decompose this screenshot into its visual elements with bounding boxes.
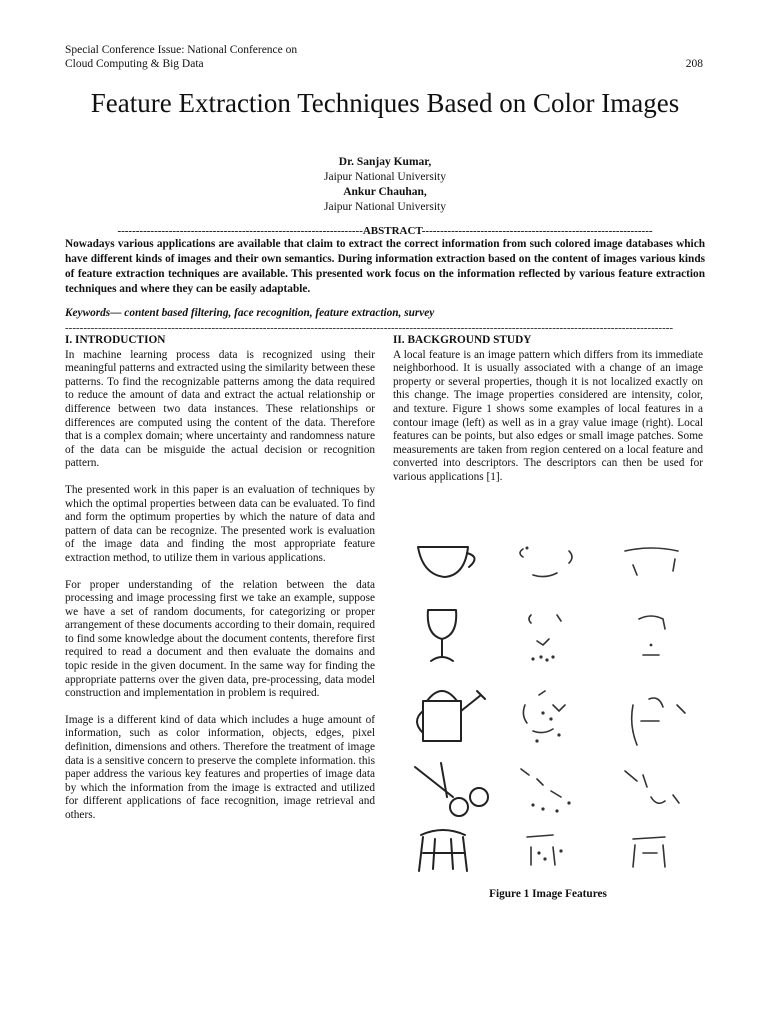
journal-name-line1: Special Conference Issue: National Conference on: [65, 44, 298, 56]
page-number: 208: [685, 58, 703, 70]
cup-feature-points: [520, 547, 572, 577]
figure-caption: Figure 1 Image Features: [489, 888, 607, 900]
intro-paragraph: In machine learning process data is recognized using their meaningful patterns and extracted using the similarity between these patterns. To find the recognizable patterns among the data required to reduce the amount of data and extract the actual relationship or difference between two data instances. These relationships or differences are computed using the content of the data. Therefore that is a complex domain; where uncertainty and randomness nature of the data can be misguide the actual decision or recognition pattern.: [65, 348, 375, 470]
intro-paragraph: For proper understanding of the relation between the data processing and image processing first we take an example, suppose we have a set of random documents, for categorizing or proper arrangement of these documents according to their domain, required to find some knowledge about the document contents, therefore first required to read a document and then evaluate the domains and topic reside in the given document. In the same way for finding the appropriate patterns over the given data, pre-processing, data model construction and implementation in problem is required.: [65, 578, 375, 700]
scissors-contour-icon: [415, 763, 488, 816]
watering-can-feature-points: [523, 691, 565, 743]
stool-edge-features: [633, 837, 665, 867]
author-name: Dr. Sanjay Kumar,: [338, 156, 432, 168]
wine-glass-edge-features: [639, 616, 665, 655]
keywords: Keywords— content based filtering, face recognition, feature extraction, survey: [65, 307, 435, 319]
background-heading: II. BACKGROUND STUDY: [393, 334, 532, 346]
cup-contour-icon: [418, 547, 475, 577]
background-section: [393, 334, 703, 498]
watering-can-edge-features: [632, 698, 685, 745]
scissors-feature-points: [521, 769, 571, 813]
author-name: Ankur Chauhan,: [343, 186, 427, 198]
section-separator: ----------------------------------------------------------------------------------------------------------------------------------------------------------------------: [65, 322, 674, 334]
scissors-edge-features: [625, 771, 679, 803]
introduction-section: [65, 334, 375, 836]
intro-paragraph: Image is a different kind of data which includes a huge amount of information, such as color information, objects, edges, pixel definition, dimensions and others. Therefore the treatment of image data is a sensitive concern to preserve the complete information. this paper address the various key features and properties of image data by which the information from the image is extracted and utilized for different applications of face recognition, image retrieval and others.: [65, 713, 375, 821]
wine-glass-feature-points: [529, 615, 561, 662]
figure-drawing: [393, 535, 703, 880]
watering-can-contour-icon: [417, 691, 485, 741]
wine-glass-contour-icon: [428, 610, 456, 661]
intro-paragraph: The presented work in this paper is an evaluation of techniques by which the optimal properties between data can be evaluated. To find and form the optimum properties by which the nature of data and pattern of data can be recognize. The presented work is evaluation of the image data and finding the most appropriate feature extraction method, to utilize them in various applications.: [65, 483, 375, 564]
stool-contour-icon: [419, 830, 467, 871]
abstract-text: Nowadays various applications are available that claim to extract the correct information from such colored image databases which have different kinds of images and their own semantics. During information extraction based on the content of images various kinds of feature extraction techniques are available. This presented work focus on the information reflected by various feature extraction techniques and where they can be easily adaptable.: [65, 238, 705, 295]
abstract-label: -------------------------------------------------------------------ABSTRACT---------------------------------------------------------------: [117, 225, 653, 237]
journal-header: [65, 43, 705, 71]
figure-image-features: [393, 535, 703, 880]
paper-title: Feature Extraction Techniques Based on Color Images: [90, 88, 680, 118]
stool-feature-points: [527, 835, 563, 865]
background-paragraph: A local feature is an image pattern which differs from its immediate neighborhood. It is usually associated with a change of an image property or several properties, though it is not localized exactly on this change. The image properties considered are intensity, color, and texture. Figure 1 shows some examples of local features in a contour image (left) as well as in a gray value image (right). Local features can be points, but also edges or small image patches. Some measurements are taken from region centered on a local feature and converted into descriptors. The descriptors can then be used for various applications [1].: [393, 348, 703, 483]
author-block: [40, 155, 730, 215]
cup-edge-features: [625, 548, 678, 575]
author-affiliation: Jaipur National University: [323, 201, 446, 213]
introduction-heading: I. INTRODUCTION: [65, 334, 166, 346]
author-affiliation: Jaipur National University: [323, 171, 446, 183]
journal-name-line2: Cloud Computing & Big Data: [65, 58, 204, 70]
